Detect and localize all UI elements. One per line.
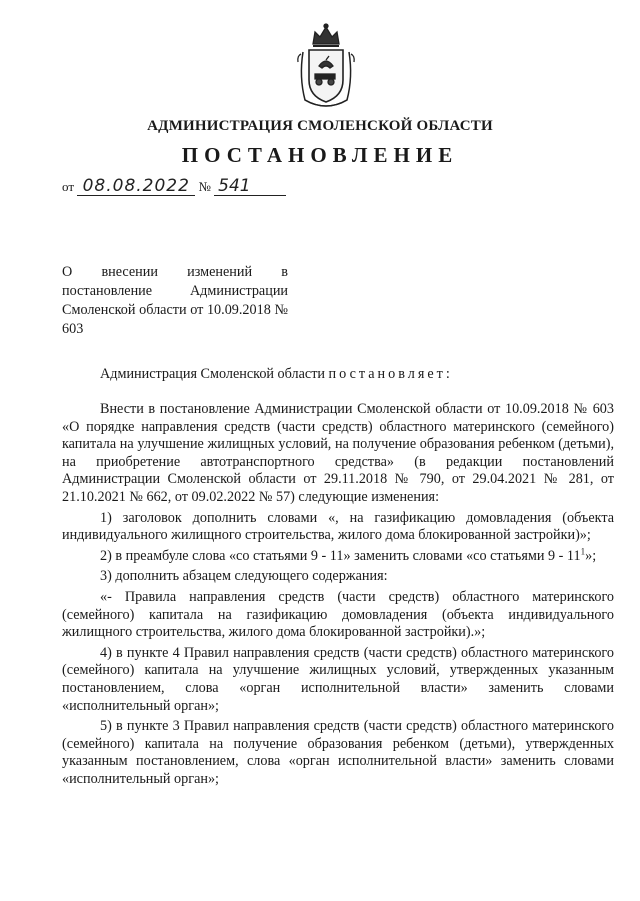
preamble <box>100 366 453 383</box>
preamble-text: Администрация Смоленской области <box>100 366 325 382</box>
document-body <box>62 401 614 788</box>
preamble-action: постановляет: <box>328 366 453 382</box>
body-paragraph-3-text: 2) в преамбуле слова «со статьями 9 - 11» заменить словами «со статьями 9 - 11 <box>100 547 581 564</box>
superscript: 1 <box>580 546 586 557</box>
body-paragraph-2: 1) заголовок дополнить словами «, на газификацию домовладения (объекта индивидуального жилищного строительства, жилого дома блокированной застройки)»; <box>62 509 614 544</box>
body-paragraph-5: «- Правила направления средств (части средств) областного материнского (семейного) капитала на газификацию домовладения (объекта индивидуального жилищного строительства, жилого дома блокированной застройки).»; <box>62 588 614 641</box>
body-paragraph-1: Внести в постановление Администрации Смоленской области от 10.09.2018 № 603 «О порядке направления средств (части средств) областного материнского (семейного) капитала на улучшение жилищных условий, на получение образования ребенком (детьми), на приобретение автотранспортного средства» (в редакции постановлений Администрации Смоленской области от 29.11.2018 № 790, от 29.04.2021 № 281, от 21.10.2021 № 662, от 09.02.2022 № 57) следующие изменения: <box>62 401 614 505</box>
body-paragraph-3-end: »; <box>585 547 597 564</box>
handwritten-number: 541 <box>214 178 286 196</box>
body-paragraph-3 <box>62 548 614 566</box>
date-number-line <box>62 178 286 196</box>
body-paragraph-6: 4) в пункте 4 Правил направления средств (части средств) областного материнского (семейного) капитала на улучшение жилищных условий, утвержденных указанным постановлением, слова «орган исполнительной власти» заменить словами «исполнительный орган»; <box>62 644 614 714</box>
organization-name: АДМИНИСТРАЦИЯ СМОЛЕНСКОЙ ОБЛАСТИ <box>147 118 493 134</box>
body-paragraph-4: 3) дополнить абзацем следующего содержания: <box>100 568 388 585</box>
document-title: ПОСТАНОВЛЕНИЕ <box>181 143 459 167</box>
document-subject: О внесении изменений в постановление Администрации Смоленской области от 10.09.2018 № 603 <box>62 264 288 337</box>
coat-of-arms-icon <box>295 22 357 108</box>
body-paragraph-7: 5) в пункте 3 Правил направления средств (части средств) областного материнского (семейного) капитала на получение образования ребенком (детьми), утвержденных указанным постановлением, слова «орган исполнительной власти» заменить словами «исполнительный орган»; <box>62 718 614 787</box>
number-prefix: № <box>198 179 211 194</box>
handwritten-date: 08.08.2022 <box>77 178 195 196</box>
date-prefix: от <box>62 179 75 194</box>
